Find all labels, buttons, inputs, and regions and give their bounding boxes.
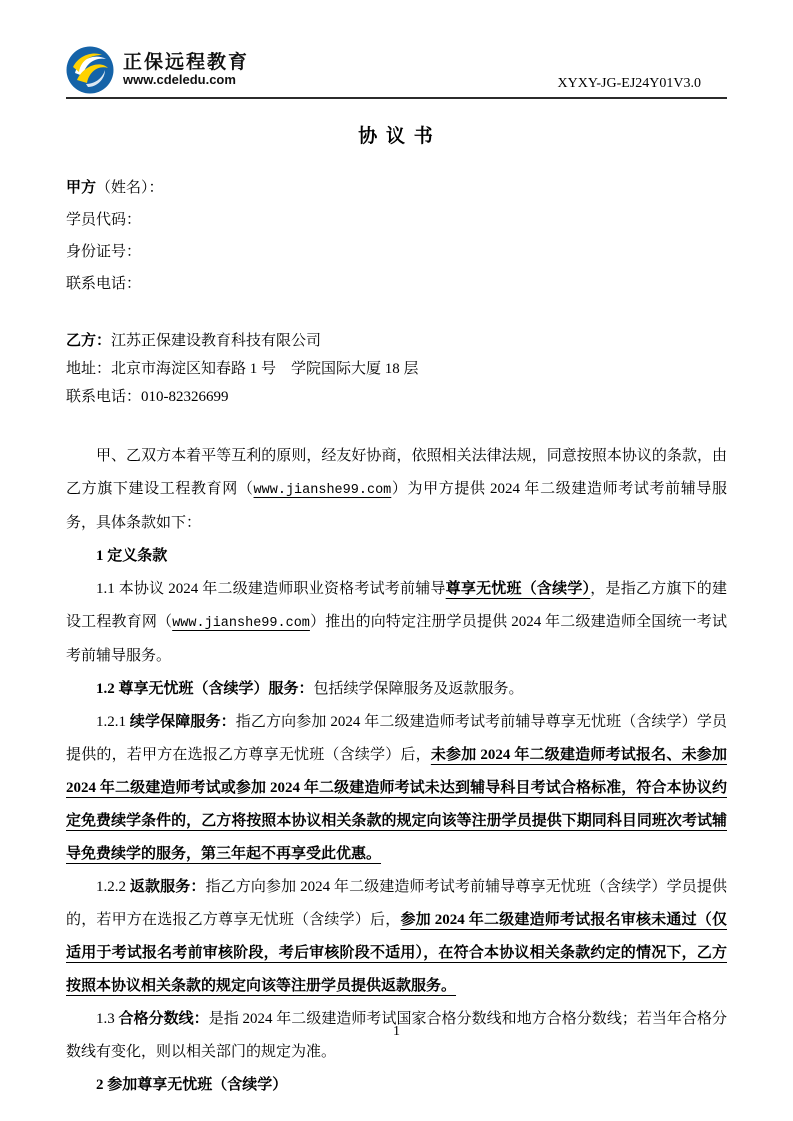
clause-1-1-mid: ，是指乙方旗下的建设工程教育网（ xyxy=(66,581,727,630)
intro-text-pre: 甲、乙双方本着平等互利的原则，经友好协商，依照相关法律法规，同意按照本协议的条款，由乙方旗下建设工程教育网（ xyxy=(66,448,727,497)
document-code: XYXY-JG-EJ24Y01V3.0 xyxy=(557,76,701,91)
party-b-label: 乙方： xyxy=(66,333,112,349)
clause-1-2 xyxy=(66,673,727,706)
party-a-name-field: （姓名）： xyxy=(96,180,164,196)
party-a-student-code-line: 学员代码： xyxy=(66,212,142,228)
clause-1-1-highlight: 尊享无忧班（含续学） xyxy=(445,581,591,597)
intro-paragraph xyxy=(66,440,727,540)
brand-site-url: www.cdeledu.com xyxy=(123,72,236,88)
clause-1-2-2-label: 返款服务： xyxy=(129,879,206,895)
header xyxy=(66,0,727,94)
section-1-heading: 1 定义条款 xyxy=(96,548,168,564)
header-divider xyxy=(66,97,727,99)
clause-1-2-1-label: 续学保障服务： xyxy=(129,714,236,730)
cdeledu-logo-icon xyxy=(66,46,114,94)
party-a-block xyxy=(66,172,727,300)
page-title: 协 议 书 xyxy=(358,126,435,147)
party-b-company: 江苏正保建设教育科技有限公司 xyxy=(111,333,322,349)
clause-1-2-1-number: 1.2.1 xyxy=(96,714,130,730)
clause-1-2-label: 1.2 尊享无忧班（含续学）服务： xyxy=(96,681,314,697)
agreement-body xyxy=(66,440,727,1102)
party-a-id-number-line: 身份证号： xyxy=(66,244,142,260)
clause-1-2-1-text: 指乙方向参加 2024 年二级建造师考试考前辅导尊享无忧班（含续学）学员提供的，若甲方在选报乙方尊享无忧班（含续学）后， xyxy=(66,714,727,763)
clause-1-2-2-highlight: 参加 2024 年二级建造师考试报名审核未通过（仅适用于考试报名考前审核阶段，考后审核阶段不适用），在符合本协议相关条款约定的情况下，乙方按照本协议相关条款的规定向该等注册学员提供返款服务。 xyxy=(66,912,727,994)
jianshe99-link-2: www.jianshe99.com xyxy=(172,616,310,631)
clause-1-2-2-number: 1.2.2 xyxy=(96,879,130,895)
clause-1-1-pre: 1.1 本协议 2024 年二级建造师职业资格考试考前辅导 xyxy=(96,581,446,597)
clause-1-2-text: 包括续学保障服务及返款服务。 xyxy=(313,681,524,697)
intro-text-post: ）为甲方提供 2024 年二级建造师考试考前辅导服务，具体条款如下： xyxy=(66,481,727,531)
clause-1-3-text: 是指 2024 年二级建造师考试国家合格分数线和地方合格分数线；若当年合格分数线有变化，则以相关部门的规定为准。 xyxy=(66,1011,727,1060)
section-2-heading: 2 参加尊享无忧班（含续学） xyxy=(96,1077,288,1093)
party-b-company-line xyxy=(66,327,727,355)
party-b-address-line: 地址：北京市海淀区知春路 1 号 学院国际大厦 18 层 xyxy=(66,361,419,377)
party-a-phone-line: 联系电话： xyxy=(66,276,142,292)
clause-1-1 xyxy=(66,573,727,673)
clause-1-3-label: 合格分数线： xyxy=(118,1011,209,1027)
page-number: 1 xyxy=(393,1024,400,1039)
clause-1-2-2-text: 指乙方向参加 2024 年二级建造师考试考前辅导尊享无忧班（含续学）学员提供的，若甲方在选报乙方尊享无忧班（含续学）后， xyxy=(66,879,727,928)
party-b-block xyxy=(66,327,727,411)
brand-text xyxy=(123,52,249,88)
party-b-phone-line: 联系电话：010-82326699 xyxy=(66,389,229,405)
clause-1-2-1-highlight: 未参加 2024 年二级建造师考试报名、未参加 2024 年二级建造师考试或参加 2024 年二级建造师考试未达到辅导科目考试合格标准，符合本协议约定免费续学条件的，乙方将按照本协议相关条款的规定向该等注册学员提供下期同科目同班次考试辅导免费续学的服务，第三年起不再享受此优惠。 xyxy=(66,747,727,862)
brand-name: 正保远程教育 xyxy=(123,52,250,74)
clause-1-2-1 xyxy=(66,706,727,871)
party-a-name-line xyxy=(66,172,727,204)
brand xyxy=(66,46,249,94)
clause-1-3-number: 1.3 xyxy=(96,1011,119,1027)
jianshe99-link: www.jianshe99.com xyxy=(253,483,392,498)
party-a-label: 甲方 xyxy=(66,180,97,196)
clause-1-1-post: ）推出的向特定注册学员提供 2024 年二级建造师全国统一考试考前辅导服务。 xyxy=(66,614,727,664)
clause-1-2-2 xyxy=(66,871,727,1003)
